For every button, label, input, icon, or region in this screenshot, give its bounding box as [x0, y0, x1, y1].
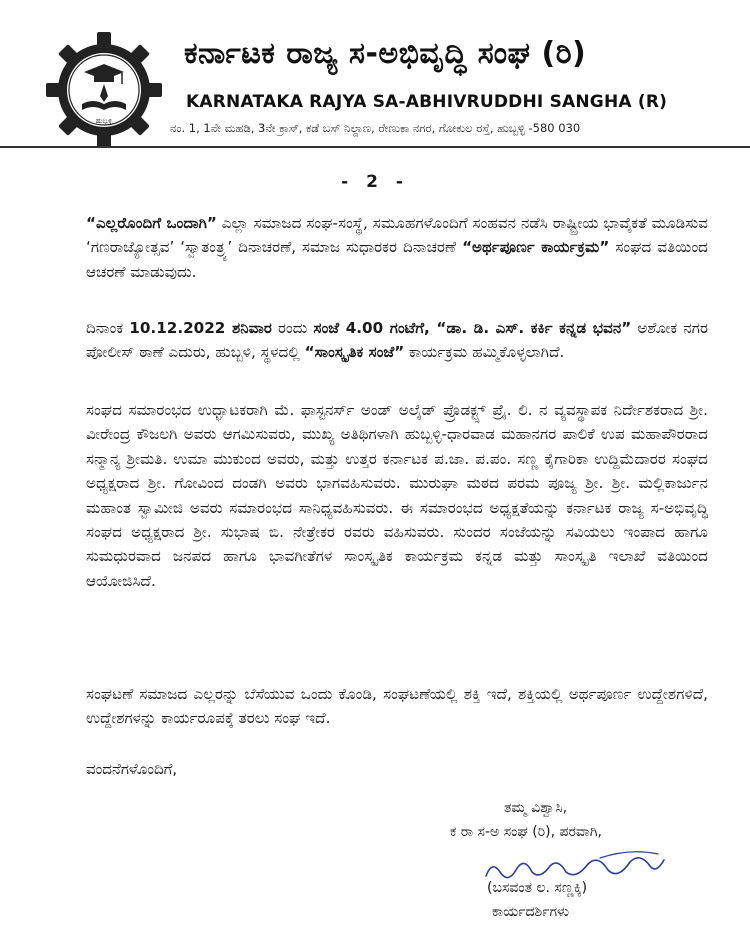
p2-text-c: ಅಶೋಕ ನಗರ ಪೋಲೀಸ್ ಠಾಣೆ ಎದುರು, ಹುಬ್ಬಳಿ, ಸ್ಥಳದಲ್ಲಿ: [86, 319, 709, 362]
sangha-logo: [44, 30, 164, 150]
greeting: ವಂದನೆಗಳೊಂದಿಗೆ,: [86, 760, 178, 778]
p1-text-b: ಸಂಘದ ವತಿಯಿಂದ ಆಚರಣೆ ಮಾಡುವುದು.: [86, 238, 708, 281]
signoff-yours-faithfully: ತಮ್ಮ ವಿಶ್ವಾಸಿ,: [504, 800, 568, 816]
paragraph-1: [86, 211, 708, 284]
letterhead-address: ನಂ. 1, 1ನೇ ಮಹಡಿ, 3ನೇ ಕ್ರಾಸ್, ಕಡೆ ಬಸ್ ನಿಲ್ದಾಣ, ರೇಣುಕಾ ನಗರ, ಗೋಕುಲ ರಸ್ತೆ, ಹುಬ್ಬಳ್ಳಿ -580 030: [170, 121, 581, 135]
signatory-name: (ಬಸವಂತ ಲ. ಸಣ್ಣಕ್ಕಿ): [487, 880, 588, 896]
p1-bold-start: “ಎಲ್ಲರೊಂದಿಗೆ ಒಂದಾಗಿ”: [86, 214, 217, 232]
p2-bold-date: 10.12.2022 ಶನಿವಾರ: [129, 319, 272, 337]
paragraph-3: ಸಂಘದ ಸಮಾರಂಭದ ಉಧ್ಘಾಟಕರಾಗಿ ಮೆ. ಫಾಸ್ಟನರ್ಸ್ ಅಂಡ್ ಅಲೈಡ್ ಪ್ರೊಡಕ್ಟ್ಸ್ ಪ್ರೈ. ಲಿ. ನ ವ್ಯವಸ್ಥಾಪಕ ನಿರ್ದೇಶಕರಾದ ಶ್ರೀ. ವೀರೇಂದ್ರ ಕೌಜಲಗಿ ಅವರು ಆಗಮಿಸುವರು, ಮುಖ್ಯ ಅತಿಥಿಗಳಾಗಿ ಹುಬ್ಬಳ್ಳಿ-ಧಾರವಾಡ ಮಹಾನಗರ ಪಾಲಿಕೆ ಉಪ ಮಹಾಪೌರರಾದ ಸನ್ಮಾನ್ಯ ಶ್ರೀಮತಿ. ಉಮಾ ಮುಕುಂದ ಅವರು, ಮತ್ತು ಉತ್ತರ ಕರ್ನಾಟಕ ಪ.ಜಾ. ಪ.ಪಂ. ಸಣ್ಣ ಕೈಗಾರಿಕಾ ಉದ್ದಿಮೆದಾರರ ಸಂಘದ ಅಧ್ಯಕ್ಷರಾದ ಶ್ರೀ. ಗೋವಿಂದ ದಂಡಗಿ ಅವರು ಭಾಗವಹಿಸುವರು. ಮುರುಘಾ ಮಠದ ಪರಮ ಪೂಜ್ಯ ಶ್ರೀ. ಶ್ರೀ. ಮಲ್ಲಿಕಾರ್ಜುನ ಮಹಾಂತ ಸ್ವಾಮೀಜಿ ಅವರು ಸಮಾರಂಭದ ಸಾನಿಧ್ಯವಹಿಸುವರು. ಈ ಸಮಾರಂಭದ ಅಧ್ಯಕ್ಷತೆಯನ್ನು ಕರ್ನಾಟಕ ರಾಜ್ಯ ಸ-ಅಭಿವೃದ್ಧಿ ಸಂಘದ ಅಧ್ಯಕ್ಷರಾದ ಶ್ರೀ. ಸುಭಾಷ ಬಿ. ನೇತ್ರೇಕರ ರವರು ವಹಿಸುವರು. ಸುಂದರ ಸಂಜೆಯನ್ನು ಸವಿಯಲು ಇಂಪಾದ ಹಾಗೂ ಸುಮಧುರವಾದ ಜನಪದ ಹಾಗೂ ಭಾವಗೀತೆಗಳ ಸಾಂಸ್ಕೃತಿಕ ಕಾರ್ಯಕ್ರಮ ಕನ್ನಡ ಮತ್ತು ಸಾಂಸ್ಕೃತಿ ಇಲಾಖೆ ವತಿಯಿಂದ ಆಯೋಜಿಸಿದೆ.: [86, 401, 708, 590]
p2-bold-time: ಸಂಜೆ 4.00 ಗಂಟೆಗೆ, “ಡಾ. ಡಿ. ಎಸ್. ಕರ್ಕಿ ಕನ್ನಡ ಭವನ”: [313, 319, 632, 337]
paragraph-2: [86, 316, 708, 365]
signatory-designation: ಕಾರ್ಯದರ್ಶಿಗಳು: [492, 904, 570, 920]
p2-text-d: ಕಾರ್ಯಕ್ರಮ ಹಮ್ಮಿಕೊಳ್ಳಲಾಗಿದೆ.: [404, 343, 565, 362]
p1-bold-mid: “ಅರ್ಥಪೂರ್ಣ ಕಾರ್ಯಕ್ರಮ”: [462, 238, 610, 257]
p2-bold-event: “ಸಾಂಸ್ಕೃತಿಕ ಸಂಜೆ”: [304, 343, 405, 362]
signoff-on-behalf: ಕ ರಾ ಸ-ಅ ಸಂಘ (ರಿ), ಪರವಾಗಿ,: [450, 824, 602, 840]
header-divider: [0, 146, 750, 148]
page-number: - 2 -: [341, 172, 409, 192]
p2-text-b: ರಂದು: [271, 319, 314, 337]
svg-text:ಹುಬ್ಬಳ್ಳಿ: ಹುಬ್ಬಳ್ಳಿ: [95, 117, 113, 125]
paragraph-4: ಸಂಘಟಣೆ ಸಮಾಜದ ಎಲ್ಲರನ್ನು ಬೆಸೆಯುವ ಒಂದು ಕೊಂಡಿ, ಸಂಘಟಣೆಯಲ್ಲಿ ಶಕ್ತಿ ಇದೆ, ಶಕ್ತಿಯಲ್ಲಿ ಅರ್ಥಪೂರ್ಣ ಉದ್ದೇಶಗಳಿದೆ, ಉದ್ದೇಶಗಳನ್ನು ಕಾರ್ಯರೂಪಕ್ಕೆ ತರಲು ಸಂಘ ಇದೆ.: [86, 685, 708, 728]
p1-text-a: ಎಲ್ಲಾ ಸಮಾಜದ ಸಂಘ-ಸಂಸ್ಥೆ, ಸಮೂಹಗಳೊಂದಿಗೆ ಸಂಹವನ ನಡೆಸಿ ರಾಷ್ಟ್ರೀಯ ಭಾವೈಕತೆ ಮೂಡಿಸುವ ‘ಗಣರಾಜ್ಯೋತ್ಸವ’ ‘ಸ್ವಾತಂತ್ರ್ಯ’ ದಿನಾಚರಣೆ, ಸಮಾಜ ಸುಧಾರಕರ ದಿನಾಚರಣೆ: [86, 214, 709, 257]
letterhead-title-kannada: ಕರ್ನಾಟಕ ರಾಜ್ಯ ಸ-ಅಭಿವೃದ್ಧಿ ಸಂಘ (ರಿ): [184, 36, 587, 71]
letterhead-title-english: KARNATAKA RAJYA SA-ABHIVRUDDHI SANGHA (R): [186, 92, 668, 112]
p2-text-a: ದಿನಾಂಕ: [86, 319, 130, 337]
